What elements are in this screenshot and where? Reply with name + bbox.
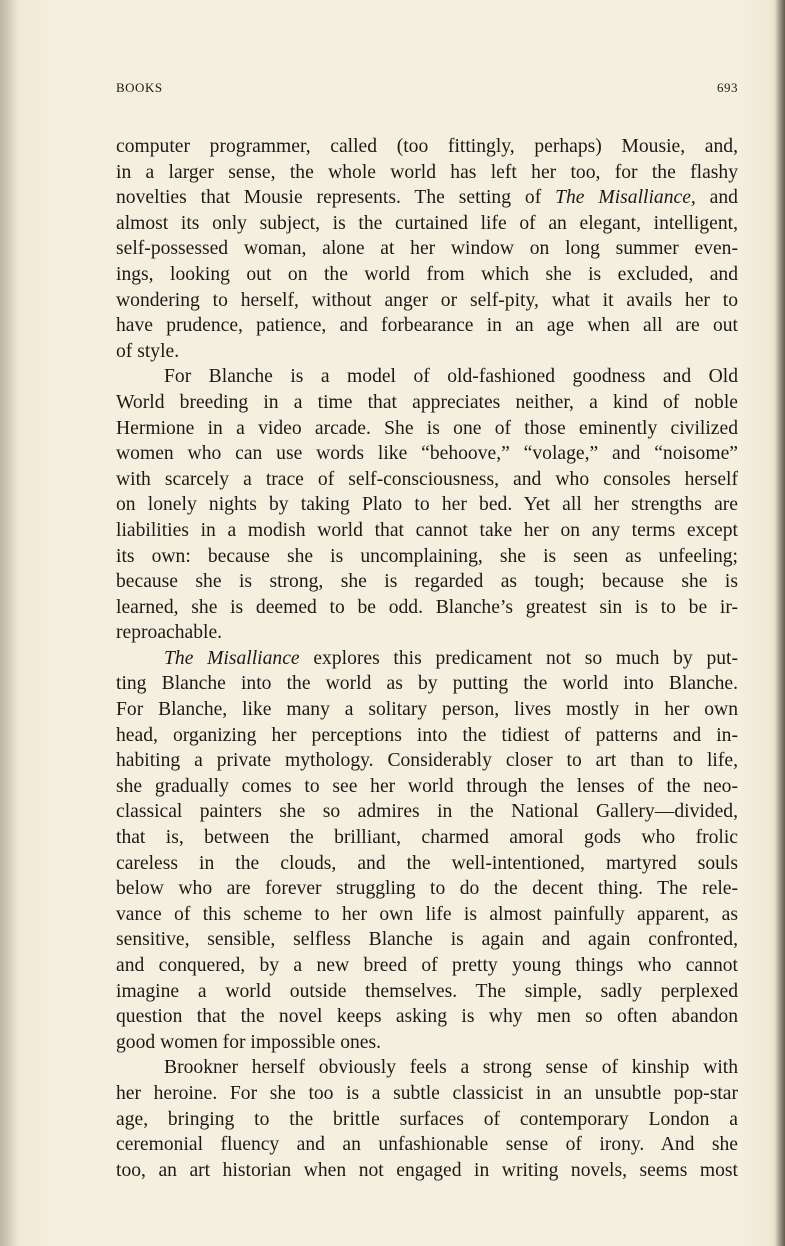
line-text: ting Blanche into the world as by putting the world into Blanche. — [116, 673, 738, 695]
line-text: ings, looking out on the world from which she is excluded, and — [116, 263, 738, 285]
line-text: vance of this scheme to her own life is almost painfully apparent, as — [116, 903, 738, 925]
line-text: in a larger sense, the whole world has left her too, for the flashy — [116, 161, 738, 183]
text-line — [116, 1132, 738, 1158]
book-title-italic: The Misalliance — [164, 647, 300, 669]
text-line — [116, 979, 738, 1005]
spine-shadow — [0, 0, 18, 1246]
text-line — [116, 185, 738, 211]
line-text: almost its only subject, is the curtained life of an elegant, intelligent, — [116, 212, 738, 234]
line-text: World breeding in a time that appreciates neither, a kind of noble — [116, 391, 738, 413]
text-line — [116, 390, 738, 416]
text-line — [116, 595, 738, 621]
section-title: BOOKS — [116, 80, 163, 95]
text-line — [116, 825, 738, 851]
line-text: For Blanche is a model of old-fashioned goodness and Old — [164, 366, 738, 388]
line-text: careless in the clouds, and the well-intentioned, martyred souls — [116, 852, 738, 874]
text-line — [116, 134, 738, 160]
book-title-italic: The Misalliance, — [555, 187, 696, 209]
line-text-after: and — [695, 187, 738, 209]
text-line — [116, 620, 738, 646]
text-line — [116, 160, 738, 186]
text-line — [116, 236, 738, 262]
line-text: age, bringing to the brittle surfaces of contemporary London a — [116, 1108, 738, 1130]
line-text: habiting a private mythology. Considerably closer to art than to life, — [116, 750, 738, 772]
line-text: novelties that Mousie represents. The setting of — [116, 187, 556, 209]
text-line — [116, 467, 738, 493]
line-text: Hermione in a video arcade. She is one of those eminently civilized — [116, 417, 738, 439]
body-text — [116, 134, 738, 1183]
text-line — [116, 492, 738, 518]
line-text: her heroine. For she too is a subtle classicist in an unsubtle pop-star — [116, 1082, 738, 1104]
text-line — [116, 416, 738, 442]
text-line — [116, 1004, 738, 1030]
line-text: head, organizing her perceptions into the tidiest of patterns and in- — [116, 724, 738, 746]
line-text: ceremonial fluency and an unfashionable sense of irony. And she — [116, 1134, 738, 1156]
line-text: wondering to herself, without anger or self-pity, what it avails her to — [116, 289, 738, 311]
text-line — [116, 288, 738, 314]
line-text: imagine a world outside themselves. The simple, sadly perplexed — [116, 980, 738, 1002]
line-text: below who are forever struggling to do the decent thing. The rele- — [116, 878, 738, 900]
text-line — [116, 697, 738, 723]
text-line — [116, 748, 738, 774]
line-text: she gradually comes to see her world through the lenses of the neo- — [116, 775, 738, 797]
line-text: reproachable. — [116, 622, 223, 644]
text-line — [116, 851, 738, 877]
line-text: because she is strong, she is regarded as tough; because she is — [116, 571, 738, 593]
text-line — [116, 1030, 738, 1056]
line-text: question that the novel keeps asking is why men so often abandon — [116, 1006, 738, 1028]
line-text: women who can use words like “behoove,” “volage,” and “noisome” — [116, 443, 738, 465]
line-text: on lonely nights by taking Plato to her bed. Yet all her strengths are — [116, 494, 738, 516]
line-text: too, an art historian when not engaged in writing novels, seems most — [116, 1159, 738, 1181]
line-text: and conquered, by a new breed of pretty young things who cannot — [116, 955, 738, 976]
line-text: liabilities in a modish world that cannot take her on any terms except — [116, 519, 738, 541]
page-number: 693 — [717, 80, 738, 95]
text-line — [116, 364, 738, 390]
text-line — [116, 671, 738, 697]
text-line — [116, 927, 738, 953]
line-text: computer programmer, called (too fittingly, perhaps) Mousie, and, — [116, 136, 738, 157]
line-text: its own: because she is uncomplaining, she is seen as unfeeling; — [116, 545, 738, 567]
text-line — [116, 1107, 738, 1133]
text-line — [116, 339, 738, 365]
text-line — [116, 953, 738, 979]
text-line — [116, 646, 738, 672]
text-line — [116, 544, 738, 570]
text-line — [116, 876, 738, 902]
text-line — [116, 1081, 738, 1107]
text-line — [116, 902, 738, 928]
line-text: that is, between the brilliant, charmed amoral gods who frolic — [116, 827, 738, 849]
running-head — [116, 80, 738, 100]
text-line — [116, 262, 738, 288]
line-text: self-possessed woman, alone at her window on long summer even- — [116, 238, 738, 260]
line-text: learned, she is deemed to be odd. Blanche’s greatest sin is to be ir- — [116, 596, 738, 618]
text-line — [116, 441, 738, 467]
page-edge-shadow — [775, 0, 785, 1246]
line-text-after: explores this predicament not so much by put- — [299, 647, 739, 669]
text-line — [116, 518, 738, 544]
text-line — [116, 799, 738, 825]
text-line — [116, 569, 738, 595]
line-text: have prudence, patience, and forbearance in an age when all are out — [116, 315, 738, 337]
line-text: of style. — [116, 340, 180, 362]
line-text: sensitive, sensible, selfless Blanche is again and again confronted, — [116, 929, 738, 951]
text-line — [116, 723, 738, 749]
text-line — [116, 1158, 738, 1184]
text-line — [116, 774, 738, 800]
line-text: Brookner herself obviously feels a strong sense of kinship with — [164, 1057, 738, 1079]
line-text: with scarcely a trace of self-consciousness, and who consoles herself — [116, 468, 738, 490]
text-line — [116, 1055, 738, 1081]
line-text: For Blanche, like many a solitary person, lives mostly in her own — [116, 699, 738, 721]
line-text: classical painters she so admires in the National Gallery—divided, — [116, 801, 738, 823]
text-line — [116, 313, 738, 339]
text-line — [116, 211, 738, 237]
line-text: good women for impossible ones. — [116, 1031, 382, 1053]
